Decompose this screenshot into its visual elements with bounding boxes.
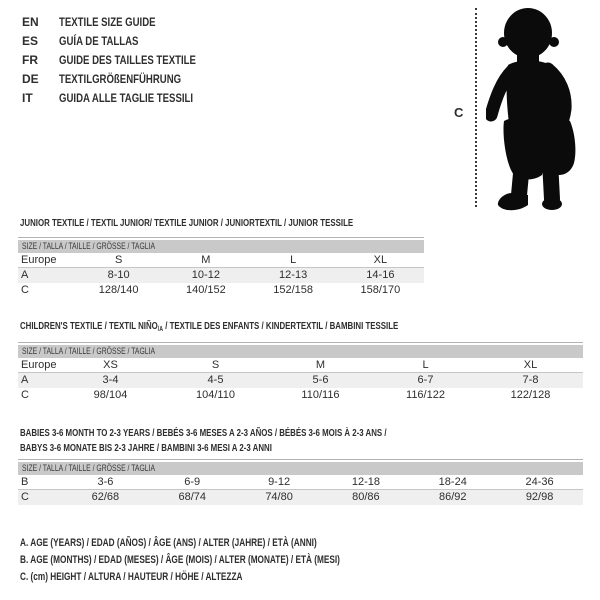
cell: 8-10 [107,269,130,281]
footnote-a [20,537,416,550]
cell: 92/98 [525,491,554,503]
lang-title: GUIDE DES TAILLES TEXTILE [59,53,196,67]
lang-code: EN [22,15,39,29]
children-title-text [20,319,398,337]
junior-size-table [18,240,424,298]
language-title-list [22,13,230,108]
cell: 62/68 [91,491,120,503]
children-section-title [20,319,524,337]
lang-code: FR [22,53,38,67]
lang-code: IT [22,91,33,105]
table-row [18,373,583,388]
size-header-text: SIZE / TALLA / TAILLE / GRÖSSE / TAGLIA [22,346,156,357]
size-header-text: SIZE / TALLA / TAILLE / GRÖSSE / TAGLIA [22,241,156,252]
cell: 158/170 [360,284,401,296]
cell: 122/128 [510,389,551,401]
lang-title: GUÍA DE TALLAS [59,34,139,48]
lang-row-fr [22,51,230,70]
cell: 24-36 [525,476,554,488]
lang-title: TEXTILE SIZE GUIDE [59,15,156,29]
lang-title: GUIDA ALLE TAGLIE TESSILI [59,91,194,105]
cell: 14-16 [366,269,395,281]
cell: 10-12 [191,269,220,281]
cell: C [21,284,29,296]
cell: 128/140 [98,284,139,296]
junior-section-title [20,216,464,231]
babies-size-table [18,462,583,505]
cell: S [114,254,123,266]
lang-row-it [22,89,230,108]
cell: 3-6 [97,476,114,488]
cell: 18-24 [438,476,467,488]
cell: M [201,254,211,266]
children-title-post: / TEXTILE DES ENFANTS / KINDERTEXTIL / BAMBINI TESSILE [163,320,399,332]
table-row [18,268,424,283]
babies-title-line1: BABIES 3-6 MONTH TO 2-3 YEARS / BEBÉS 3-6 MESES A 2-3 AÑOS / BÉBÉS 3-6 MOIS À 2-3 ANS / [20,427,387,439]
cell: S [211,359,220,371]
cell: XL [523,359,538,371]
cell: L [290,254,297,266]
footnote-b-text: B. AGE (MONTHS) / EDAD (MESES) / ÂGE (MOIS) / ALTER (MONATE) / ETÀ (MESI) [20,554,340,566]
cell: 86/92 [438,491,467,503]
cell: XS [103,359,118,371]
cell: Europe [21,254,57,266]
cell: Europe [21,359,57,371]
cell: 140/152 [185,284,226,296]
cell: 3-4 [102,374,119,386]
table-row [18,475,583,490]
size-header-bar [18,240,424,253]
footnote-a-text: A. AGE (YEARS) / EDAD (AÑOS) / ÂGE (ANS) / ALTER (JAHRE) / ETÀ (ANNI) [20,537,317,549]
height-reference-line [475,8,477,207]
cell: 12-18 [351,476,380,488]
cell: XL [373,254,388,266]
babies-title-line2: BABYS 3-6 MONATE BIS 2-3 JAHRE / BAMBINI 3-6 MESI A 2-3 ANNI [20,442,272,454]
footnote-c-text: C. (cm) HEIGHT / ALTURA / HAUTEUR / HÖHE / ALTEZZA [20,571,243,583]
toddler-silhouette-image [486,5,598,212]
size-header-bar [18,462,583,475]
cell: A [21,269,29,281]
cell: 104/110 [196,389,235,401]
table-row [18,253,424,268]
junior-title-text: JUNIOR TEXTILE / TEXTIL JUNIOR/ TEXTILE JUNIOR / JUNIORTEXTIL / JUNIOR TESSILE [20,217,354,229]
footnote-b [20,554,447,567]
babies-section-title [20,426,509,456]
cell: 98/104 [93,389,128,401]
cell: 6-7 [417,374,434,386]
table-row [18,283,424,298]
cell: B [21,476,29,488]
lang-row-es [22,32,230,51]
size-header-bar [18,345,583,358]
cell: 9-12 [268,476,291,488]
lang-code: DE [22,72,39,86]
height-label: C [454,105,464,120]
cell: 4-5 [207,374,224,386]
cell: 5-6 [312,374,329,386]
size-header-text: SIZE / TALLA / TAILLE / GRÖSSE / TAGLIA [22,463,156,474]
cell: 110/116 [301,389,340,401]
cell: C [21,389,29,401]
children-title-pre: CHILDREN'S TEXTILE / TEXTIL NIÑO [20,320,158,332]
cell: 152/158 [273,284,313,296]
lang-row-de [22,70,230,89]
cell: 7-8 [522,374,539,386]
lang-title: TEXTILGRÖßENFÜHRUNG [59,72,182,86]
cell: 116/122 [406,389,445,401]
table-row [18,490,583,505]
cell: A [21,374,29,386]
cell: 68/74 [178,491,206,503]
footnote-c [20,571,317,584]
children-size-table [18,345,583,403]
cell: L [422,359,429,371]
cell: 80/86 [352,491,380,503]
cell: 74/80 [265,491,293,503]
lang-row-en [22,13,230,32]
cell: 6-9 [184,476,201,488]
table-row [18,388,583,403]
cell: C [21,491,29,503]
cell: 12-13 [279,269,308,281]
lang-code: ES [22,34,39,48]
cell: M [315,359,326,371]
children-title-sub: /A [157,326,164,333]
table-row [18,358,583,373]
